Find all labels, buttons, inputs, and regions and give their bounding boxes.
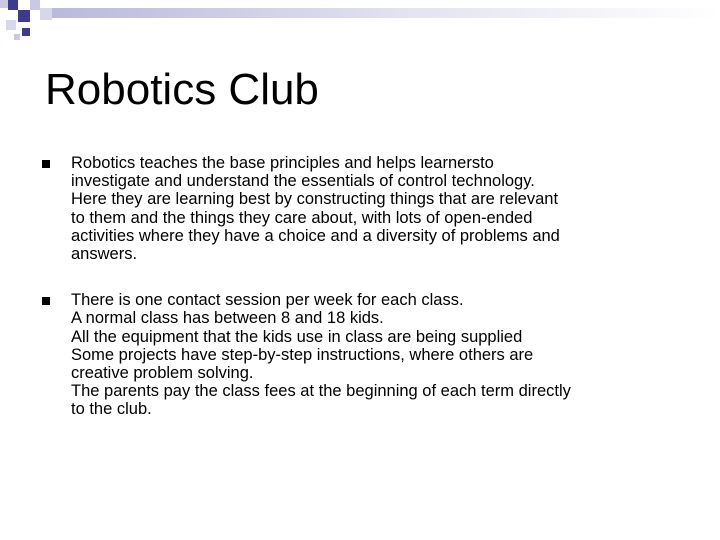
deco-square-dark-1 [8,0,18,10]
bullet-line: to them and the things they care about, with lots of open-ended [71,208,533,227]
bullet-line: investigate and understand the essentials of control technology. [71,172,535,191]
bullet-line: There is one contact session per week for each class. [71,291,464,310]
bullet-line: creative problem solving. [71,364,254,383]
bullet-item-1 [40,154,695,263]
bullet-line: activities where they have a choice and a diversity of problems and [71,226,560,245]
bullet-line: to the club. [71,400,152,419]
deco-square-light-5 [14,34,20,40]
bullet-line: The parents pay the class fees at the beginning of each term directly [71,382,571,401]
square-bullet-icon [42,160,50,168]
bullet-line: Some projects have step-by-step instructions, where others are [71,345,534,364]
header-decoration [0,0,720,40]
bullet-line: answers. [71,245,138,264]
deco-square-light-3 [40,8,52,20]
deco-square-light-2 [30,0,40,10]
bullet-line: All the equipment that the kids use in class are being supplied [71,327,523,346]
deco-square-light-1 [0,0,8,8]
header-gradient-band [52,8,720,18]
bullet-line: Robotics teaches the base principles and helps learnersto [71,154,494,172]
deco-square-light-4 [6,20,16,30]
bullet-list [40,154,695,447]
bullet-line: A normal class has between 8 and 18 kids. [71,309,384,328]
deco-square-dark-2 [18,10,30,22]
bullet-item-2 [40,291,695,418]
square-bullet-icon [42,297,50,305]
bullet-line: Here they are learning best by constructing things that are relevant [71,190,559,209]
deco-square-dark-3 [22,28,30,36]
slide-title: Robotics Club [45,65,319,114]
